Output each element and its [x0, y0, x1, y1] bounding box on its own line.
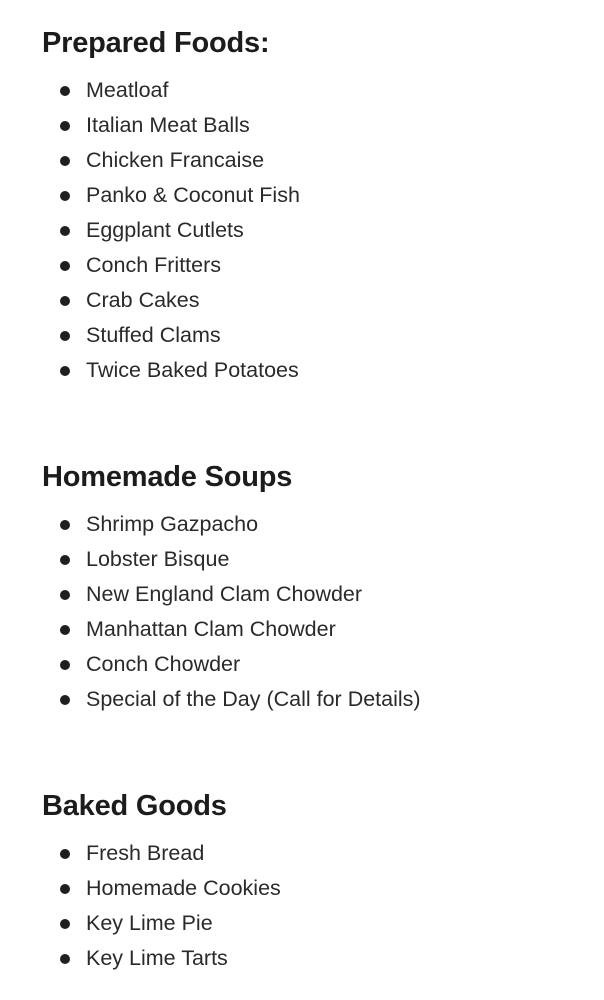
list-item-label: Meatloaf: [86, 78, 169, 102]
list-item-label: Stuffed Clams: [86, 323, 221, 347]
bullet-icon: [60, 191, 70, 201]
bullet-icon: [60, 366, 70, 376]
list-item: [42, 143, 582, 178]
list-item-label: Homemade Cookies: [86, 876, 281, 900]
list-item: [42, 213, 582, 248]
list-item-label: Panko & Coconut Fish: [86, 183, 300, 207]
bullet-icon: [60, 660, 70, 670]
list-item-label: Twice Baked Potatoes: [86, 358, 299, 382]
section-baked-goods: [42, 789, 582, 976]
list-item: [42, 871, 582, 906]
list-item: [42, 906, 582, 941]
list-item: [42, 353, 582, 388]
list-item-label: Fresh Bread: [86, 841, 205, 865]
list-item: [42, 108, 582, 143]
list-item-label: Lobster Bisque: [86, 547, 230, 571]
list-item: [42, 248, 582, 283]
list-item-label: Conch Chowder: [86, 652, 241, 676]
bullet-icon: [60, 555, 70, 565]
list-item: [42, 577, 582, 612]
bullet-icon: [60, 849, 70, 859]
list-item-label: Conch Fritters: [86, 253, 222, 277]
bullet-icon: [60, 590, 70, 600]
list-item: [42, 612, 582, 647]
list-item-label: Crab Cakes: [86, 288, 200, 312]
section-heading: Homemade Soups: [42, 461, 293, 493]
section-prepared-foods: [42, 26, 582, 388]
list-item-label: Manhattan Clam Chowder: [86, 617, 336, 641]
bullet-icon: [60, 296, 70, 306]
bullet-icon: [60, 954, 70, 964]
list-item-label: Italian Meat Balls: [86, 113, 250, 137]
bullet-icon: [60, 156, 70, 166]
bullet-icon: [60, 226, 70, 236]
bullet-icon: [60, 625, 70, 635]
list-item: [42, 542, 582, 577]
item-list: [42, 73, 582, 388]
section-homemade-soups: [42, 460, 582, 717]
list-item: [42, 507, 582, 542]
list-item: [42, 941, 582, 976]
section-heading: Baked Goods: [42, 790, 227, 822]
list-item: [42, 178, 582, 213]
bullet-icon: [60, 884, 70, 894]
bullet-icon: [60, 121, 70, 131]
list-item-label: New England Clam Chowder: [86, 582, 363, 606]
list-item-label: Key Lime Tarts: [86, 946, 228, 970]
item-list: [42, 836, 582, 976]
bullet-icon: [60, 520, 70, 530]
item-list: [42, 507, 582, 717]
list-item-label: Key Lime Pie: [86, 911, 213, 935]
list-item: [42, 647, 582, 682]
section-heading: Prepared Foods:: [42, 27, 270, 59]
bullet-icon: [60, 86, 70, 96]
bullet-icon: [60, 919, 70, 929]
list-item: [42, 318, 582, 353]
bullet-icon: [60, 695, 70, 705]
list-item-label: Eggplant Cutlets: [86, 218, 244, 242]
list-item: [42, 836, 582, 871]
list-item-label: Special of the Day (Call for Details): [86, 687, 421, 711]
list-item-label: Shrimp Gazpacho: [86, 512, 259, 536]
list-item: [42, 73, 582, 108]
bullet-icon: [60, 261, 70, 271]
list-item-label: Chicken Francaise: [86, 148, 265, 172]
list-item: [42, 283, 582, 318]
list-item: [42, 682, 582, 717]
bullet-icon: [60, 331, 70, 341]
